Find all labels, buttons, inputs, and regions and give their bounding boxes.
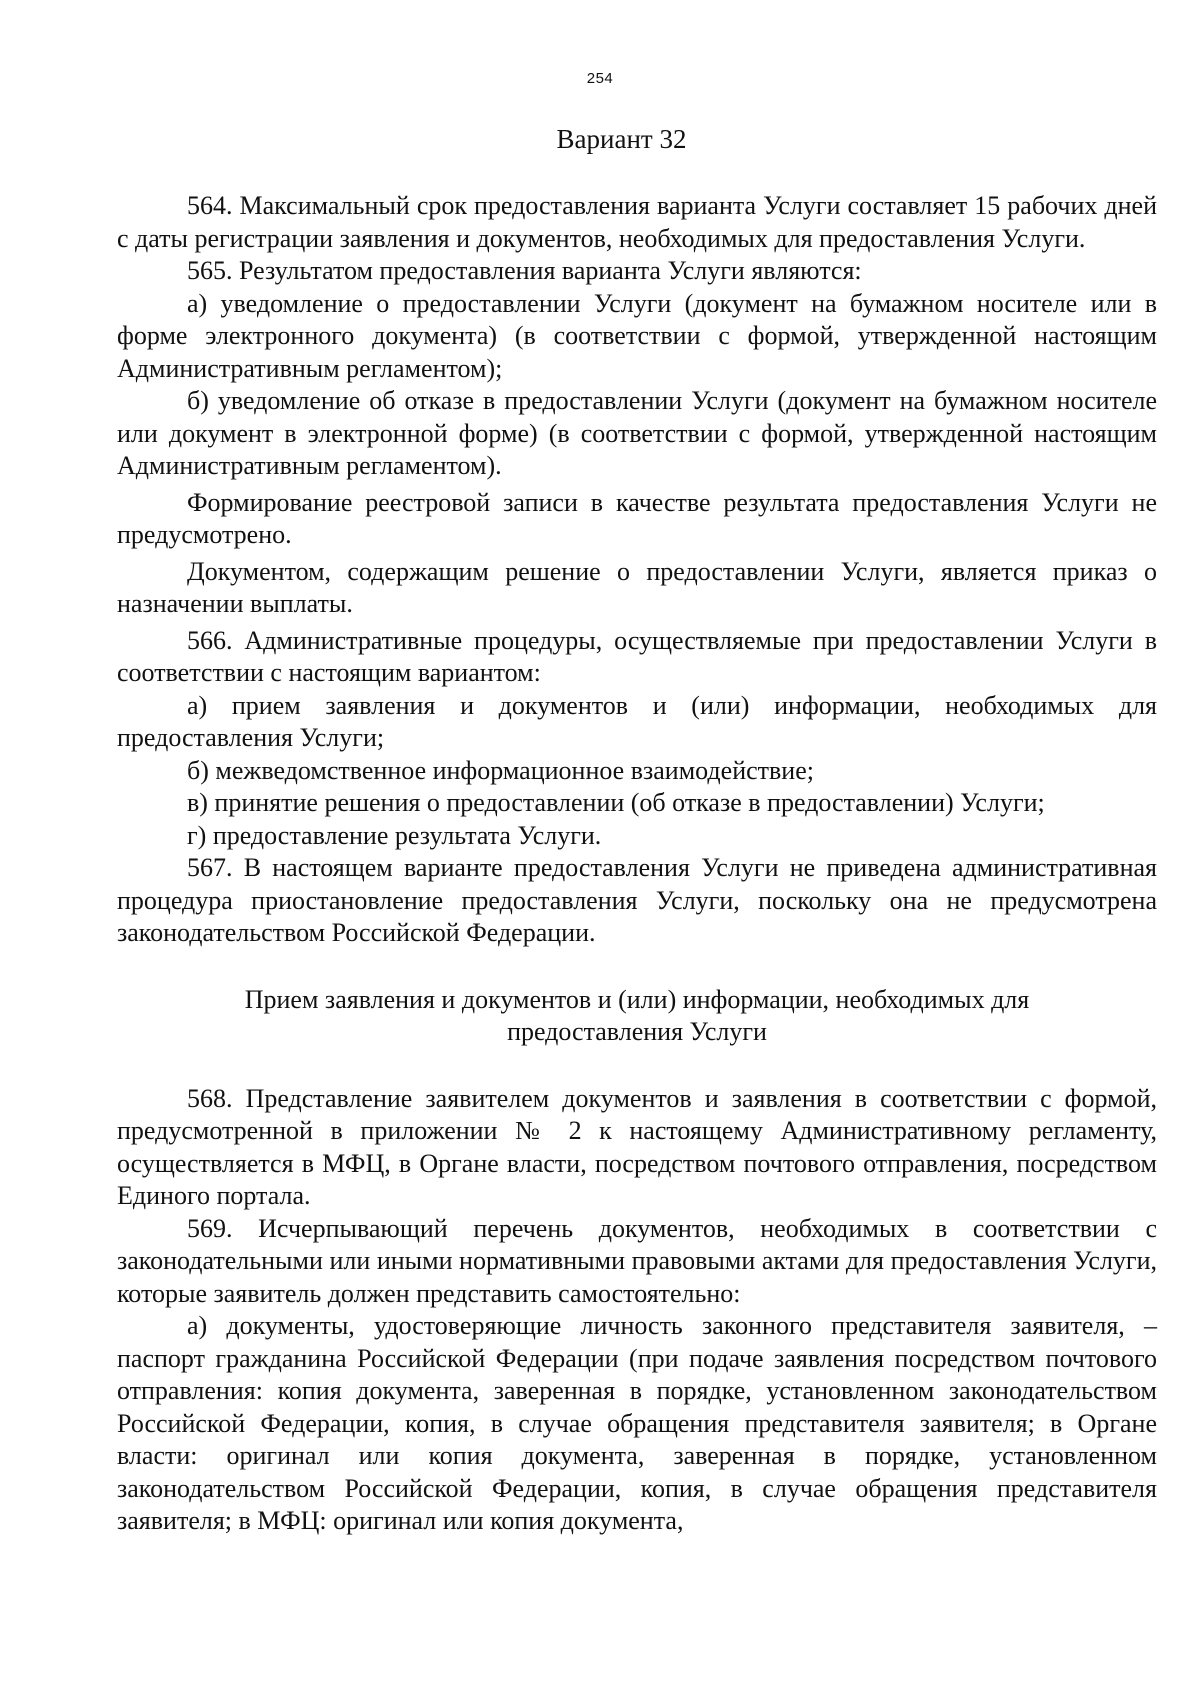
- paragraph-decision-document: Документом, содержащим решение о предоставлении Услуги, является приказ о назначении выплаты.: [117, 556, 1157, 618]
- paragraph-569-a: а) документы, удостоверяющие личность законного представителя заявителя, – паспорт гражданина Российской Федерации (при подаче заявления посредством почтового отправления: копия документа, заверенная в порядке, установленном законодательством Российской Федерации, копия, в случае обращения представителя заявителя; в Органе власти: оригинал или копия документа, заверенная в порядке, установленном законодательством Российской Федерации, копия, в случае обращения представителя заявителя; в МФЦ: оригинал или копия документа,: [117, 1311, 1157, 1535]
- document-body: [117, 190, 1157, 1538]
- page-number: 254: [586, 70, 614, 87]
- paragraph-565-a: а) уведомление о предоставлении Услуги (документ на бумажном носителе или в форме электронного документа) (в соответствии с формой, утвержденной настоящим Административным регламентом);: [117, 288, 1157, 383]
- paragraph-566-a: а) прием заявления и документов и (или) информации, необходимых для предоставления Услуги;: [117, 690, 1157, 752]
- paragraph-568: 568. Представление заявителем документов и заявления в соответствии с формой, предусмотренной в приложении № 2 к настоящему Административному регламенту, осуществляется в МФЦ, в Органе власти, посредством почтового отправления, посредством Единого портала.: [117, 1083, 1157, 1210]
- paragraph-569: 569. Исчерпывающий перечень документов, необходимых в соответствии с законодательными или иными нормативными правовыми актами для предоставления Услуги, которые заявитель должен представить самостоятельно:: [117, 1213, 1157, 1308]
- paragraph-564: 564. Максимальный срок предоставления варианта Услуги составляет 15 рабочих дней с даты регистрации заявления и документов, необходимых для предоставления Услуги.: [117, 191, 1157, 253]
- paragraph-565: 565. Результатом предоставления варианта Услуги являются:: [187, 256, 862, 285]
- variant-title: Вариант 32: [556, 124, 687, 154]
- paragraph-565-b: б) уведомление об отказе в предоставлении Услуги (документ на бумажном носителе или документ в электронной форме) (в соответствии с формой, утвержденной настоящим Административным регламентом).: [117, 386, 1157, 480]
- paragraph-566-g: г) предоставление результата Услуги.: [187, 820, 602, 850]
- paragraph-566: 566. Административные процедуры, осуществляемые при предоставлении Услуги в соответствии с настоящим вариантом:: [117, 625, 1157, 687]
- paragraph-566-b: б) межведомственное информационное взаимодействие;: [187, 755, 814, 785]
- section-heading: [117, 984, 1157, 1049]
- section-heading-line-2: предоставления Услуги: [507, 1017, 767, 1046]
- section-heading-line-1: Прием заявления и документов и (или) информации, необходимых для: [244, 984, 1030, 1014]
- paragraph-registry-record: Формирование реестровой записи в качестве результата предоставления Услуги не предусмотрено.: [117, 487, 1157, 549]
- paragraph-566-v: в) принятие решения о предоставлении (об отказе в предоставлении) Услуги;: [187, 788, 1045, 817]
- paragraph-567: 567. В настоящем варианте предоставления Услуги не приведена административная процедура приостановление предоставления Услуги, поскольку она не предусмотрена законодательством Российской Федерации.: [117, 853, 1157, 947]
